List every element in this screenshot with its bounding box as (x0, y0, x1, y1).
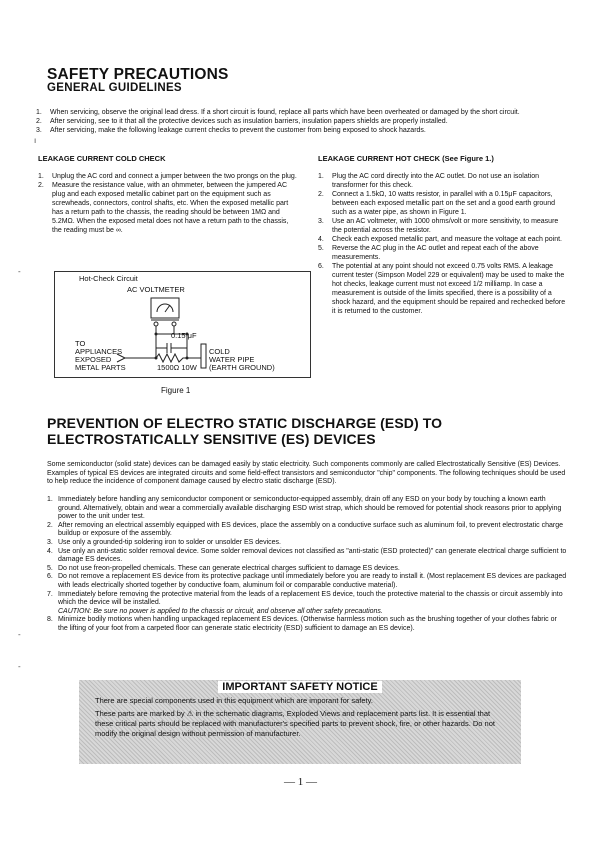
voltmeter-terminal-left (154, 322, 158, 326)
hot-check-column (318, 154, 568, 316)
list-item: 2. Measure the resistance value, with an ohmmeter, between the jumpered AC plug and each exposed metallic cabinet part on the equipment such as screwheads, connectors, control shafts, etc. When the exposed metallic part has a return path to the chassis, the reading should be between 1MΩ and 5.2MΩ. When the exposed metal does not have a return path to the chassis, the reading must be ∞. (38, 182, 289, 234)
appliance-label-2: APPLIANCES (75, 347, 123, 356)
list-item: 8. Minimize bodily motions when handling unpackaged replacement ES devices. (Otherwise harmless motion such as the brushing together of your clothes fabric or the lifting of your foot from a carpeted floor can generate static electricity (ESD) sufficient to damage an ES device). (47, 616, 557, 632)
general-guidelines-list (36, 108, 566, 135)
resistor-label: 1500Ω 10W (157, 363, 197, 372)
hot-check-heading: LEAKAGE CURRENT HOT CHECK (See Figure 1.) (318, 154, 494, 163)
margin-mark: - (18, 630, 21, 639)
list-item: 6. The potential at any point should not exceed 0.75 volts RMS. A leakage current tester (Simpson Model 229 or equivalent) may be used to make the hot checks, leakage current must not exceed 1/2 milliamp. In case a measurement is outside of the limits specified, there is a possibility of a shock hazard, and the equipment should be repaired and rechecked before it is returned to the customer. (318, 263, 566, 315)
capacitor-label: 0.15 μF (171, 331, 197, 340)
list-item: 4. Check each exposed metallic part, and measure the voltage at each point. (318, 236, 562, 243)
notice-paragraph-1: There are special components used in this equipment which are imporant for safety. (95, 696, 373, 705)
notice-title: IMPORTANT SAFETY NOTICE (79, 681, 521, 693)
esd-section-title: PREVENTION OF ELECTRO STATIC DISCHARGE (ESD) TO ELECTROSTATICALLY SENSITIVE (ES) DEVICES (47, 415, 443, 447)
appliance-label-3: EXPOSED (75, 355, 112, 364)
page-title: SAFETY PRECAUTIONS (47, 66, 229, 83)
list-item: 1. Unplug the AC cord and connect a jumper between the two prongs on the plug. (38, 173, 297, 180)
list-item: 2. After servicing, see to it that all the protective devices such as insulation barriers, insulation papers shields are properly installed. (36, 118, 448, 125)
notice-paragraph-2: These parts are marked by ⚠ in the schematic diagrams, Exploded Views and replacement parts list. It is essential that these critical parts should be replaced with manufacturer's specified parts to prevent shock, fire, or other hazards. Do not modify the original design without permission of manufacturer. (95, 709, 495, 738)
list-item: 3. Use an AC voltmeter, with 1000 ohms/volt or more sensitivity, to measure the potential across the resistor. (318, 218, 559, 234)
voltmeter-needle (165, 305, 170, 312)
appliance-label-4: METAL PARTS (75, 363, 126, 372)
list-item: 1. Plug the AC cord directly into the AC outlet. Do not use an isolation transformer for this check. (318, 173, 540, 189)
resistor-zigzag (156, 354, 187, 362)
esd-list (47, 496, 567, 634)
water-pipe (201, 344, 206, 368)
hot-check-circuit-figure (54, 271, 311, 378)
list-item: 2. Connect a 1.5kΩ, 10 watts resistor, in parallel with a 0.15μF capacitors, between each exposed metallic part on the set and a good earth ground such as a water pipe, as shown in Figure 1. (318, 191, 555, 216)
appliance-label-1: TO (75, 339, 86, 348)
cold-check-list (38, 172, 300, 235)
voltmeter-dial (157, 304, 173, 312)
ground-label-2: WATER PIPE (209, 355, 255, 364)
figure-title: Hot-Check Circuit (79, 274, 138, 283)
caution-note: CAUTION: Be sure no power is applied to the chassis or circuit, and observe all other safety precautions. (58, 607, 383, 615)
figure-caption: Figure 1 (161, 386, 191, 395)
margin-mark: - (18, 662, 21, 671)
list-item: 1. When servicing, observe the original lead dress. If a short circuit is found, replace all parts which have been overheated or damaged by the short circuit. (36, 109, 520, 116)
voltmeter-label: AC VOLTMETER (127, 285, 185, 294)
notice-body (95, 696, 505, 742)
list-item: 1. Immediately before handling any semiconductor component or semiconductor-equipped assembly, drain off any ESD on your body by touching a known earth ground. Alternatively, obtain and wear a commercially available discharging ESD wrist strap, which should be removed for potential shock reasons prior to applying power to the unit under test. (47, 496, 562, 521)
voltmeter-terminal-right (172, 322, 176, 326)
list-item: 7. Immediately before removing the protective material from the leads of a replacement ES device, touch the protective material to the chassis or circuit assembly into which the device will be installed. (47, 590, 563, 607)
margin-mark: ı (34, 136, 37, 145)
cold-check-column (38, 154, 300, 235)
list-item: 5. Do not use freon-propelled chemicals. These can generate electrical charges sufficient to damage ES devices. (47, 564, 400, 572)
list-item: 6. Do not remove a replacement ES device from its protective package until immediately before you are ready to install it. (Most replacement ES devices are packaged with leads electrically shorted together by conductive foam, aluminum foil or comparable conductive material). (47, 573, 567, 589)
voltmeter-box (151, 298, 179, 318)
list-item: 3. Use only a grounded-tip soldering iron to solder or unsolder ES devices. (47, 538, 281, 546)
list-item: 3. After servicing, make the following leakage current checks to prevent the customer from being exposed to shock hazards. (36, 127, 426, 134)
ground-label-3: (EARTH GROUND) (209, 363, 275, 372)
margin-mark: - (18, 267, 21, 276)
list-item: 5. Reverse the AC plug in the AC outlet and repeat each of the above measurements. (318, 245, 539, 261)
ground-label-1: COLD (209, 347, 230, 356)
page-number: — 1 — (284, 776, 317, 788)
esd-intro: Some semiconductor (solid state) devices can be damaged easily by static electricity. Such components commonly are called Electrostatically Sensitive (ES) Devices. Examples of typical ES devices are integrated circuits and some field-effect transistors and semiconductor "chip" components. The following techniques should be used to help reduce the incidence of component damage caused by electro static discharge (ESD). (47, 461, 566, 486)
hot-check-list (318, 172, 568, 316)
list-item: 4. Use only an anti-static solder removal device. Some solder removal devices not classified as "anti-static (ESD protected)" can generate electrical charge sufficient to damage ES devices. (47, 547, 567, 564)
cold-check-heading: LEAKAGE CURRENT COLD CHECK (38, 154, 166, 163)
important-safety-notice (79, 680, 521, 764)
section-subtitle: GENERAL GUIDELINES (47, 82, 182, 94)
list-item: 2. After removing an electrical assembly equipped with ES devices, place the assembly on a conductive surface such as aluminum foil, to prevent electrostatic charge buildup or exposure of the assembly. (47, 521, 564, 538)
